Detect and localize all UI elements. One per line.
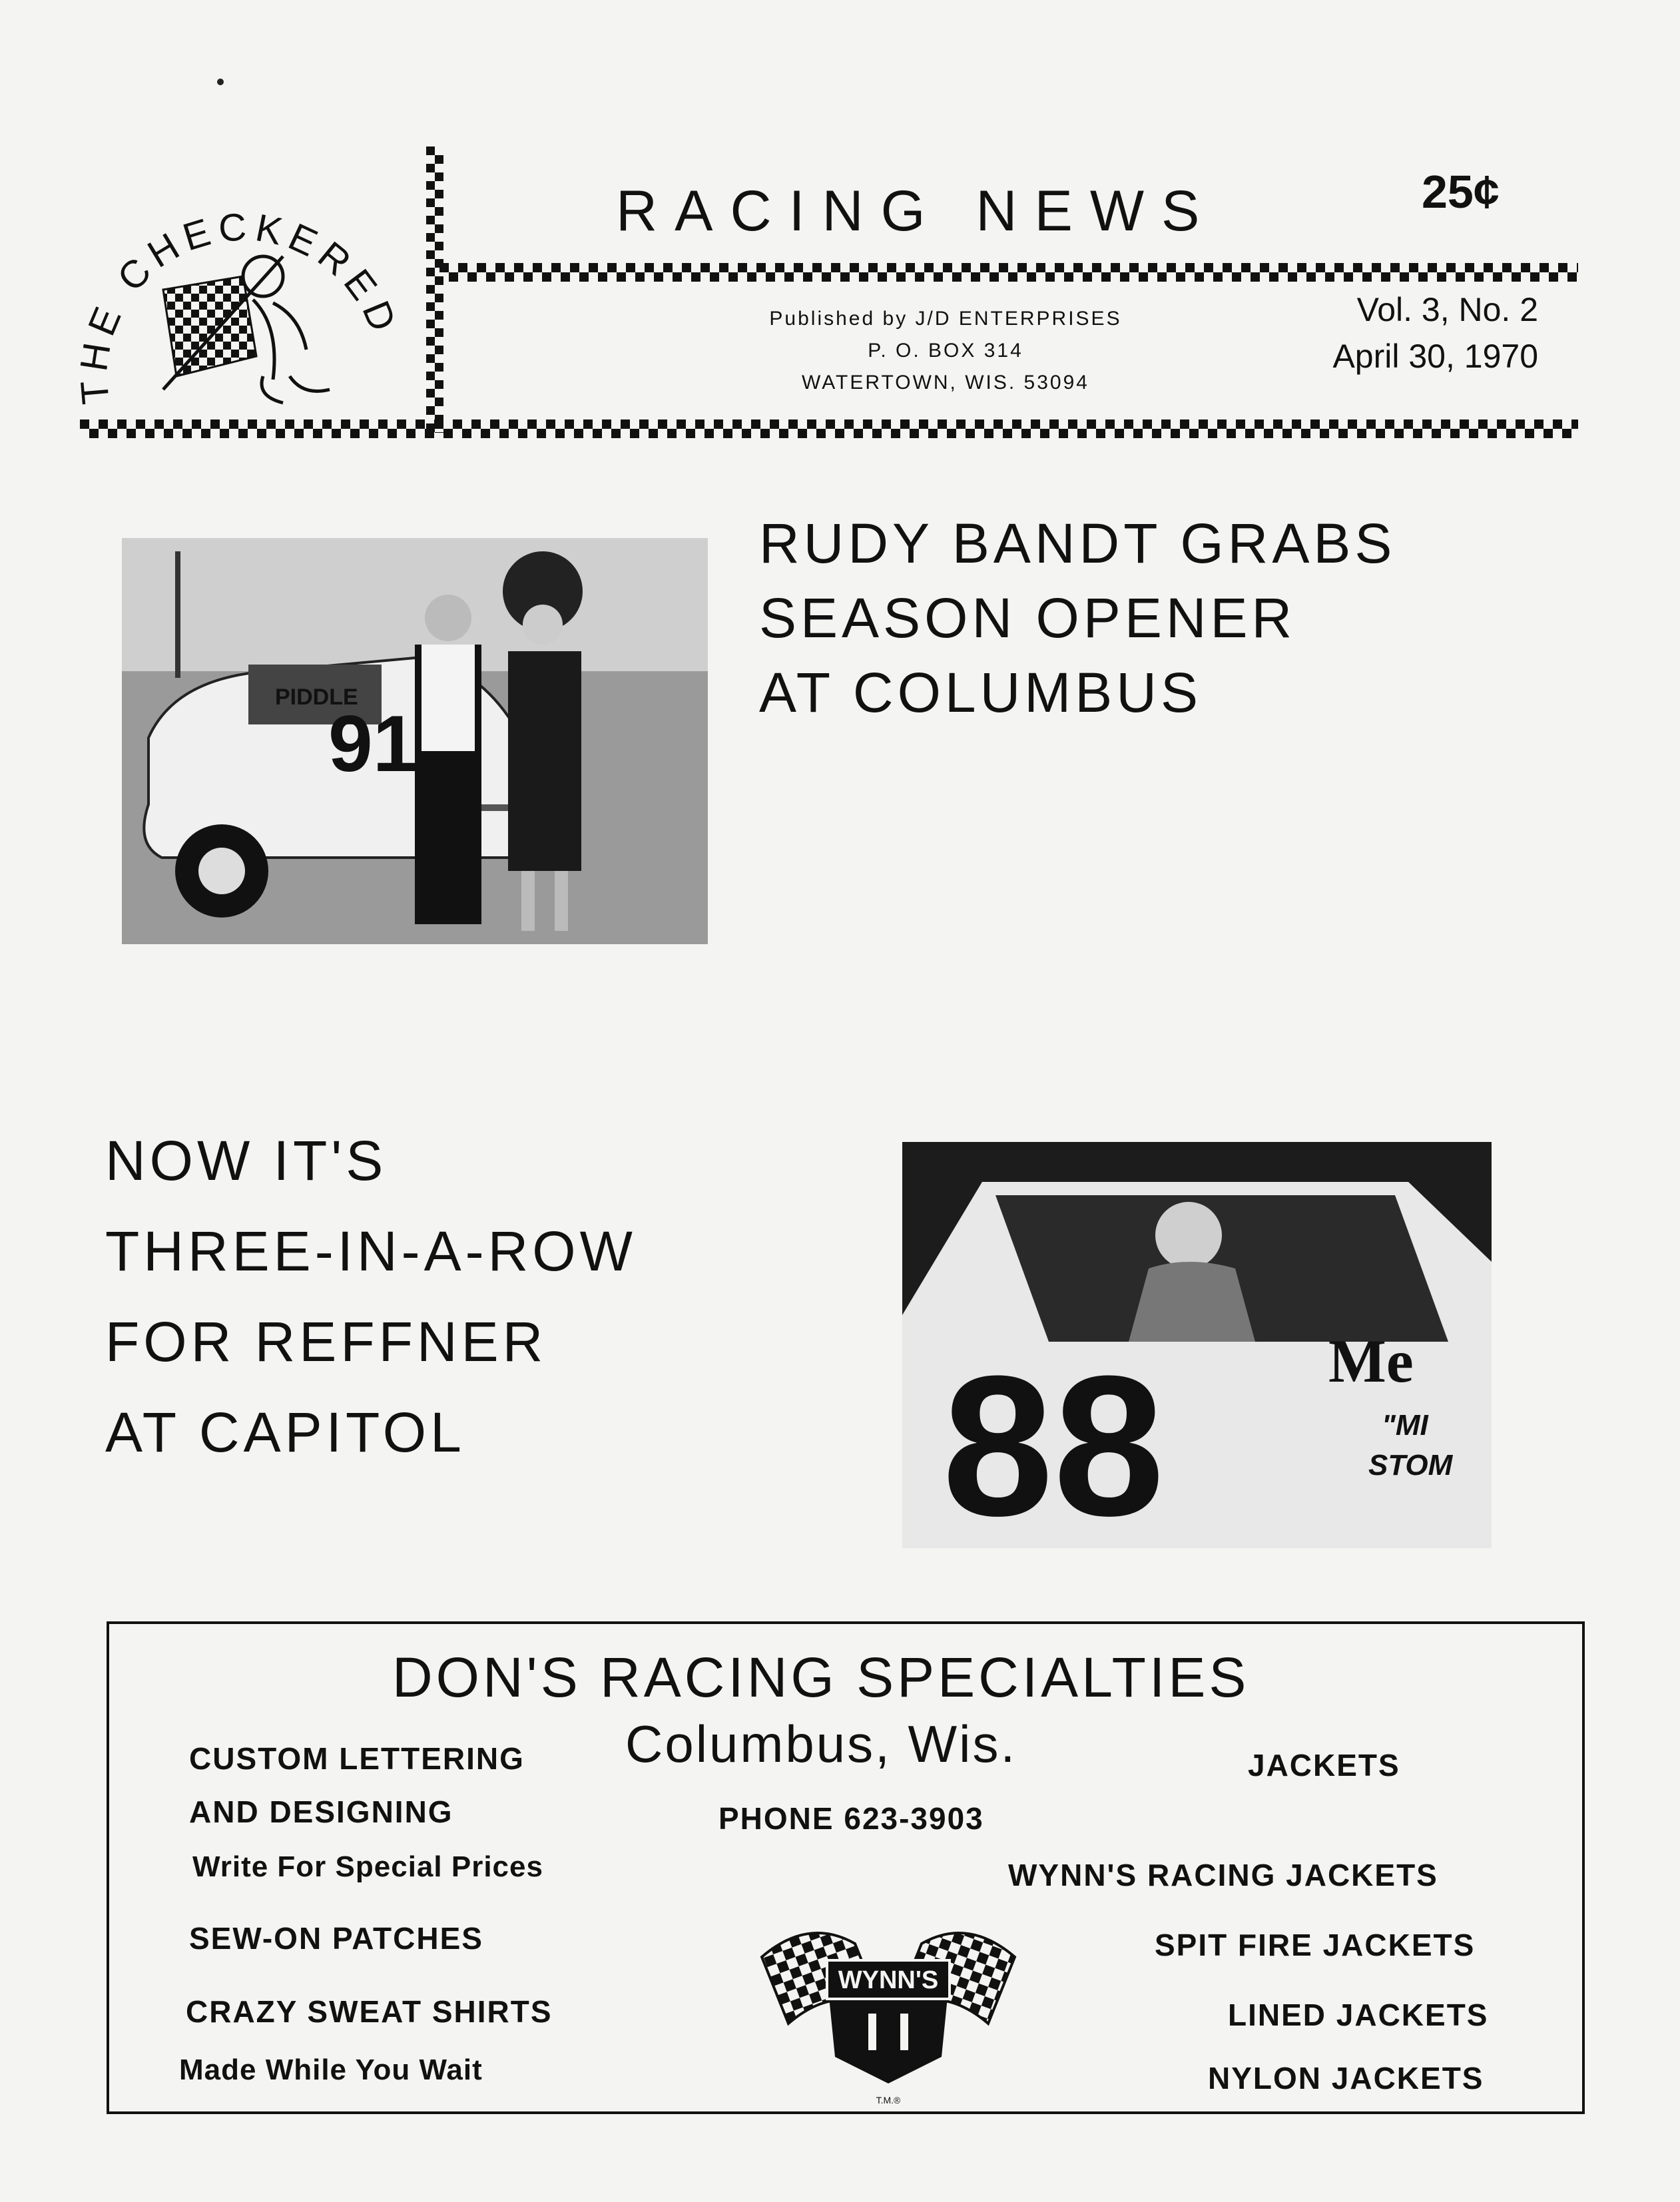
address-line: WATERTOWN, WIS. 53094: [802, 372, 1089, 394]
logo-arc-text: THE CHECKERED: [72, 205, 408, 406]
ad-phone: PHONE 623-3903: [718, 1801, 984, 1836]
checkered-flag-logo: [63, 150, 410, 429]
ad-left-special-prices: Write For Special Prices: [192, 1850, 543, 1883]
issue-date: April 30, 1970: [1332, 338, 1538, 375]
masthead-checker-bottom: [80, 419, 1578, 446]
ad-left-designing: AND DESIGNING: [189, 1794, 453, 1829]
headline2-line2: THREE-IN-A-ROW: [105, 1220, 637, 1282]
car-number-91: 91: [328, 699, 418, 788]
wynns-trademark: T.M.®: [876, 2095, 901, 2105]
ad-right-jackets: JACKETS: [1248, 1748, 1400, 1783]
ad-right-lined: LINED JACKETS: [1228, 1998, 1489, 2032]
headline1-line2: SEASON OPENER: [759, 587, 1296, 649]
door-lettering-2: "MI: [1382, 1409, 1428, 1442]
issue-price: 25¢: [1422, 166, 1500, 218]
ad-city: Columbus, Wis.: [625, 1715, 1017, 1773]
ad-left-custom-lettering: CUSTOM LETTERING: [189, 1741, 525, 1776]
masthead-title: RACING NEWS: [616, 179, 1217, 243]
photo-winner-with-car: [122, 538, 708, 944]
ad-right-nylon: NYLON JACKETS: [1208, 2061, 1484, 2095]
door-lettering-3: STOM: [1368, 1449, 1453, 1482]
headline2-line1: NOW IT'S: [105, 1129, 388, 1192]
print-speck: [217, 79, 224, 85]
car-number-88: 88: [942, 1334, 1165, 1548]
ad-right-spit-fire: SPIT FIRE JACKETS: [1155, 1928, 1476, 1962]
wynns-logo-text: WYNN'S: [838, 1966, 939, 1994]
headline2-line4: AT CAPITOL: [105, 1401, 465, 1464]
publisher-block: [719, 303, 1172, 399]
masthead-checker-vertical: [426, 146, 443, 433]
headline-rudy-bandt: [759, 506, 1396, 730]
ad-business-name: DON'S RACING SPECIALTIES: [392, 1646, 1250, 1709]
car-sponsor-sign: PIDDLE: [275, 685, 358, 710]
door-lettering: Me: [1328, 1327, 1414, 1395]
ad-left-while-you-wait: Made While You Wait: [179, 2054, 483, 2086]
ad-left-sew-on-patches: SEW-ON PATCHES: [189, 1921, 483, 1956]
headline1-line1: RUDY BANDT GRABS: [759, 512, 1396, 575]
ad-dons-racing-specialties: [107, 1621, 1585, 2114]
masthead-checker-top: [439, 263, 1578, 290]
ad-left-sweat-shirts: CRAZY SWEAT SHIRTS: [186, 1994, 553, 2029]
publisher-line: Published by J/D ENTERPRISES: [769, 308, 1122, 330]
po-box-line: P. O. BOX 314: [868, 340, 1023, 362]
wynns-logo: [748, 1857, 1028, 2110]
ad-right-wynns-jackets: WYNN'S RACING JACKETS: [1008, 1858, 1438, 1892]
photo-driver-in-car-88: [902, 1142, 1492, 1548]
issue-info: [1212, 286, 1538, 380]
headline2-line3: FOR REFFNER: [105, 1310, 547, 1373]
headline-reffner: [105, 1115, 637, 1478]
headline1-line3: AT COLUMBUS: [759, 661, 1202, 724]
volume-number: Vol. 3, No. 2: [1356, 291, 1538, 328]
